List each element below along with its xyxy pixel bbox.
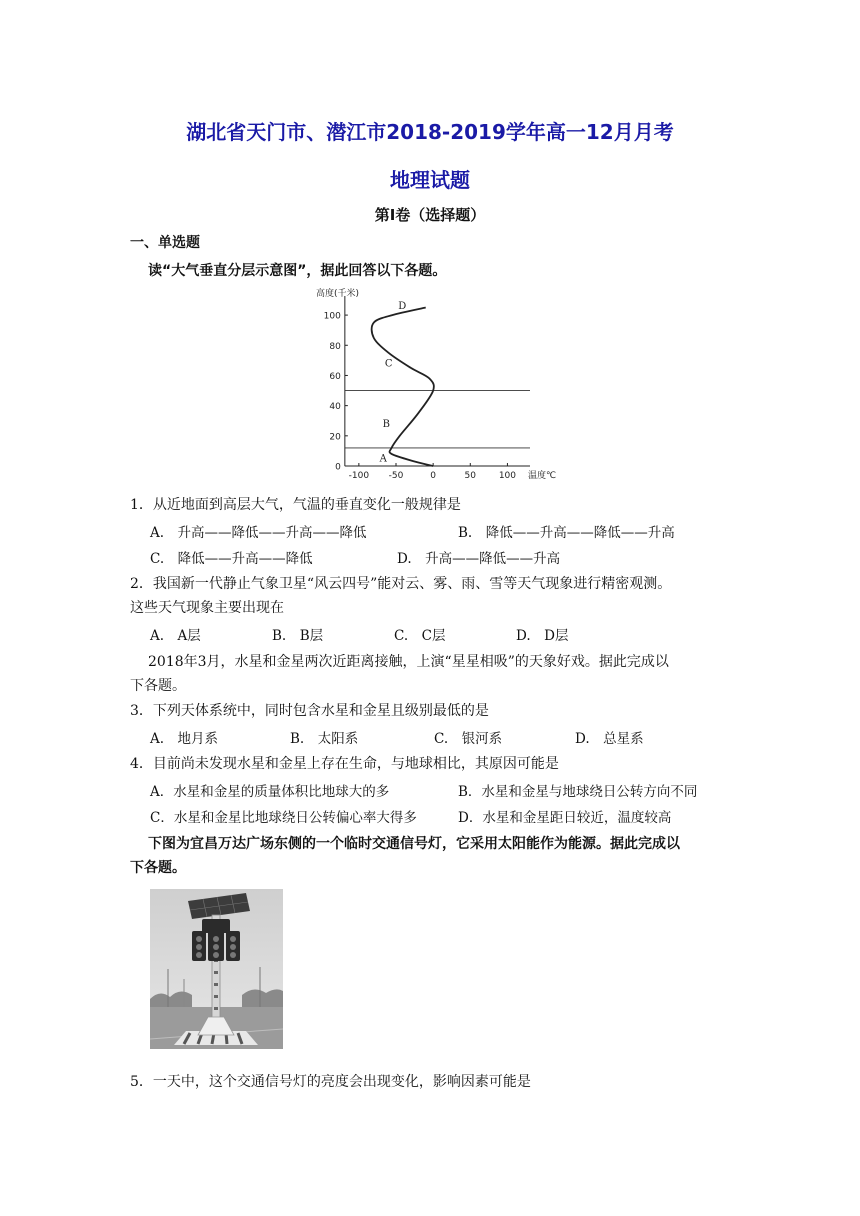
q4-option-d: D．水星和金星距日较近，温度较高 (458, 810, 672, 826)
intro-3-line1: 下图为宜昌万达广场东侧的一个临时交通信号灯，它采用太阳能作为能源。据此完成以 (148, 836, 680, 852)
q5-stem: 5．一天中，这个交通信号灯的亮度会出现变化，影响因素可能是 (130, 1074, 531, 1090)
layer-label-c: C (384, 358, 393, 370)
q3-option-c: C. 银河系 (434, 731, 503, 747)
intro-2-line2: 下各题。 (130, 678, 186, 694)
q1-option-a: A. 升高——降低——升高——降低 (150, 525, 367, 541)
q2-option-a: A. A层 (150, 628, 201, 644)
y-tick-label: 0 (335, 462, 341, 473)
temperature-curve (372, 308, 434, 466)
x-tick-label: 0 (430, 471, 437, 481)
layer-label-a: A (379, 453, 387, 465)
layer-label-b: B (382, 418, 390, 430)
q3-option-a: A. 地月系 (150, 731, 219, 747)
intro-2-line1: 2018年3月，水星和金星两次近距离接触，上演“星星相吸”的天象好戏。据此完成以 (148, 654, 669, 670)
q2-stem-line2: 这些天气现象主要出现在 (130, 600, 284, 616)
part-title: 第Ⅰ卷（选择题） (374, 206, 486, 224)
intro-3-line2: 下各题。 (130, 860, 186, 876)
document-title: 湖北省天门市、潜江市2018-2019学年高一12月月考 (186, 120, 674, 144)
y-axis-label: 高度(千米) (316, 289, 360, 299)
q3-stem: 3．下列天体系统中，同时包含水星和金星且级别最低的是 (130, 703, 489, 719)
x-tick-label: -100 (348, 471, 370, 481)
x-axis-label: 温度℃ (528, 471, 557, 481)
y-tick-label: 40 (329, 402, 341, 413)
y-tick-label: 100 (323, 311, 341, 322)
q3-option-d: D. 总星系 (575, 731, 644, 747)
q1-option-d: D. 升高——降低——升高 (397, 551, 561, 567)
document-subtitle: 地理试题 (390, 168, 470, 192)
x-tick-label: 50 (464, 471, 477, 481)
q2-option-c: C. C层 (394, 628, 446, 644)
x-tick-label: -50 (388, 471, 404, 481)
y-tick-label: 20 (329, 432, 341, 443)
q2-option-d: D. D层 (516, 628, 569, 644)
q3-option-b: B. 太阳系 (290, 731, 359, 747)
section-title: 一、单选题 (130, 235, 200, 251)
atmosphere-layer-chart (312, 286, 557, 484)
x-tick-label: 100 (498, 471, 517, 481)
q2-option-b: B. B层 (272, 628, 324, 644)
q2-stem-line1: 2．我国新一代静止气象卫星“风云四号”能对云、雾、雨、雪等天气现象进行精密观测。 (130, 576, 672, 592)
q4-stem: 4．目前尚未发现水星和金星上存在生命，与地球相比，其原因可能是 (130, 756, 559, 772)
layer-label-d: D (398, 301, 407, 313)
intro-1: 读“大气垂直分层示意图”，据此回答以下各题。 (148, 263, 447, 279)
y-tick-label: 60 (329, 371, 341, 382)
y-tick-label: 80 (329, 341, 341, 352)
q1-stem: 1．从近地面到高层大气，气温的垂直变化一般规律是 (130, 497, 461, 513)
q4-option-b: B．水星和金星与地球绕日公转方向不同 (458, 784, 698, 800)
q4-option-c: C．水星和金星比地球绕日公转偏心率大得多 (150, 810, 417, 826)
q1-option-b: B. 降低——升高——降低——升高 (458, 525, 675, 541)
q1-option-c: C. 降低——升高——降低 (150, 551, 313, 567)
traffic-light-photo (150, 889, 283, 1049)
q4-option-a: A．水星和金星的质量体积比地球大的多 (150, 784, 390, 800)
